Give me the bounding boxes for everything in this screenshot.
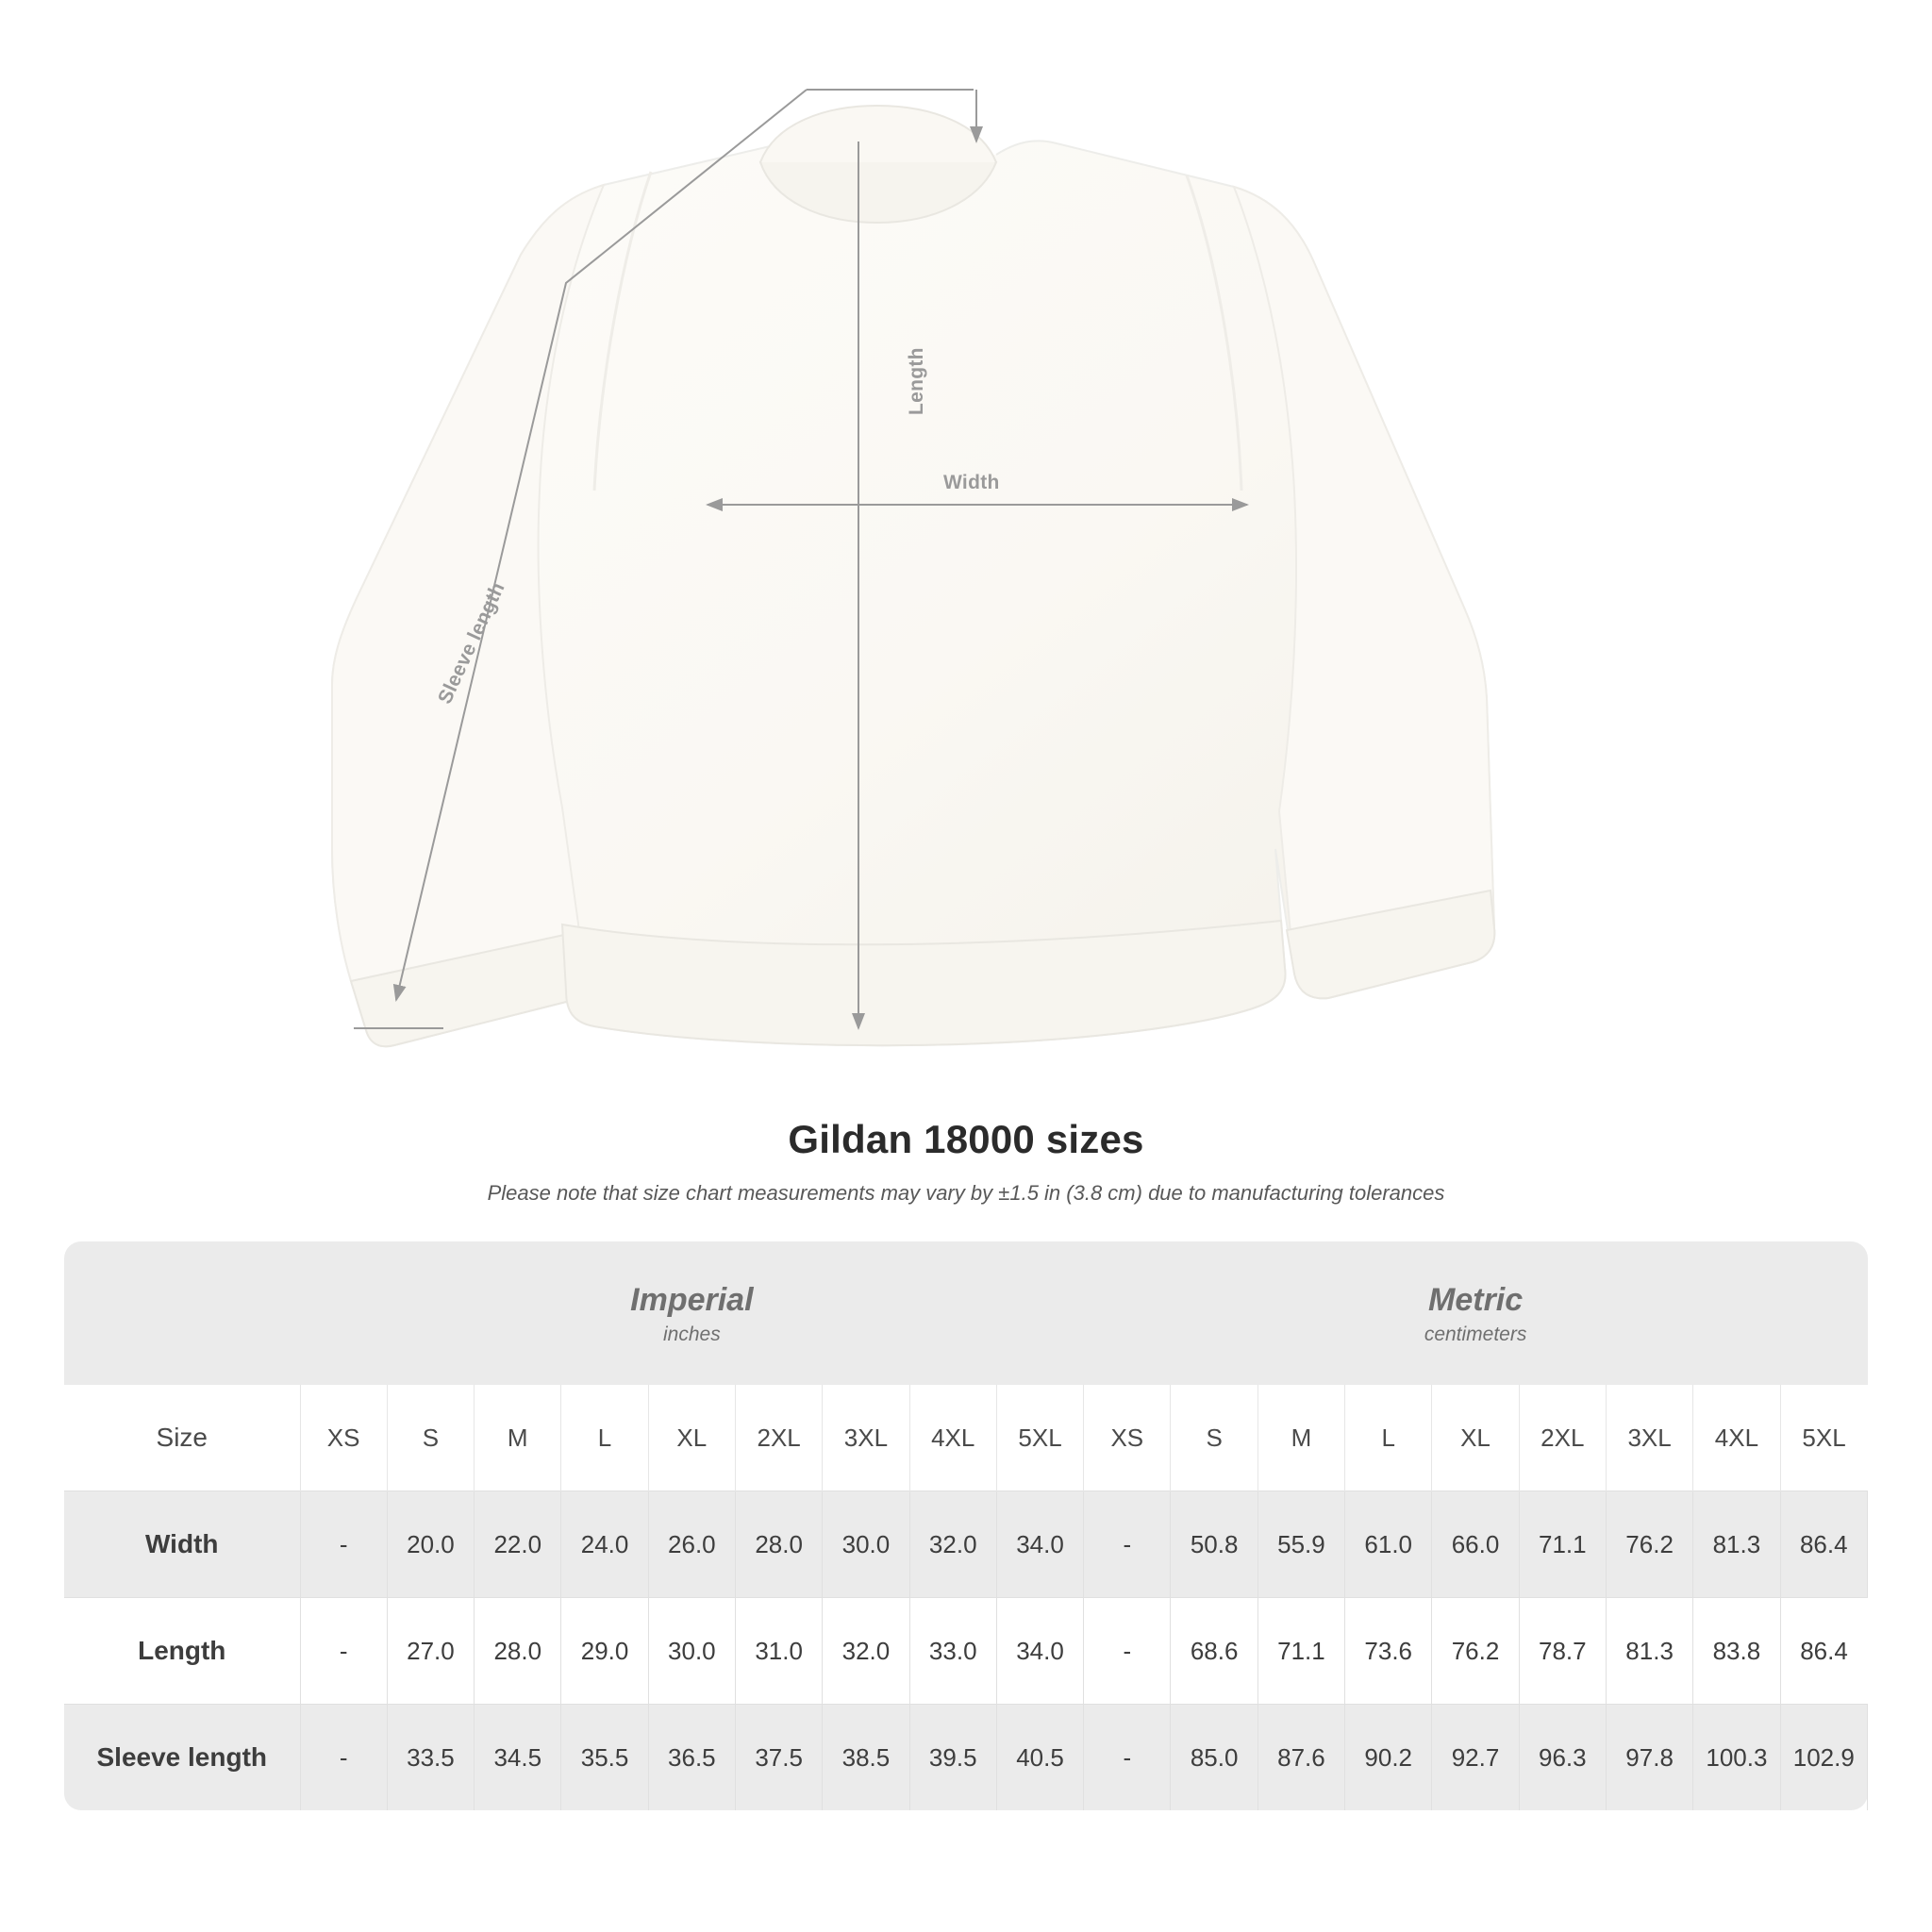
sleeve-length-label: Sleeve length [434, 578, 509, 708]
cell-sleeve-length-imperial-4xl: 39.5 [909, 1705, 996, 1811]
width-label: Width [943, 472, 1000, 493]
cell-width-metric-l: 61.0 [1345, 1491, 1432, 1598]
column-header-metric-2xl: 2XL [1519, 1385, 1606, 1491]
cell-width-metric-5xl: 86.4 [1780, 1491, 1867, 1598]
cell-sleeve-length-imperial-xs: - [300, 1705, 387, 1811]
column-header-imperial-2xl: 2XL [735, 1385, 822, 1491]
column-header-metric-xs: XS [1084, 1385, 1171, 1491]
unit-name: Metric [1428, 1281, 1524, 1318]
unit-subtitle: inches [662, 1324, 721, 1346]
row-header-width: Width [64, 1491, 300, 1598]
tolerance-note: Please note that size chart measurements may vary by ±1.5 in (3.8 cm) due to manufacturing tolerances [487, 1181, 1445, 1205]
cell-sleeve-length-imperial-3xl: 38.5 [823, 1705, 909, 1811]
column-header-imperial-xl: XL [648, 1385, 735, 1491]
table-row [64, 1598, 1868, 1705]
unit-header-corner [64, 1241, 300, 1385]
column-header-imperial-s: S [387, 1385, 474, 1491]
cell-width-metric-3xl: 76.2 [1606, 1491, 1692, 1598]
column-header-metric-s: S [1171, 1385, 1257, 1491]
cell-length-metric-s: 68.6 [1171, 1598, 1257, 1705]
cell-width-imperial-4xl: 32.0 [909, 1491, 996, 1598]
unit-header-imperial [300, 1241, 1084, 1385]
unit-header-metric [1084, 1241, 1868, 1385]
cell-length-imperial-m: 28.0 [475, 1598, 561, 1705]
column-header-size: Size [64, 1385, 300, 1491]
row-header-length: Length [64, 1598, 300, 1705]
column-header-imperial-l: L [561, 1385, 648, 1491]
cell-width-metric-m: 55.9 [1257, 1491, 1344, 1598]
cell-width-imperial-5xl: 34.0 [996, 1491, 1083, 1598]
column-header-metric-3xl: 3XL [1606, 1385, 1692, 1491]
sweatshirt-shape [332, 106, 1494, 1046]
cell-length-metric-4xl: 83.8 [1693, 1598, 1780, 1705]
size-chart-table [64, 1241, 1868, 1810]
cell-length-metric-3xl: 81.3 [1606, 1598, 1692, 1705]
cell-width-imperial-l: 24.0 [561, 1491, 648, 1598]
cell-sleeve-length-imperial-m: 34.5 [475, 1705, 561, 1811]
cell-length-metric-xl: 76.2 [1432, 1598, 1519, 1705]
cell-sleeve-length-metric-2xl: 96.3 [1519, 1705, 1606, 1811]
column-header-imperial-4xl: 4XL [909, 1385, 996, 1491]
table-row [64, 1491, 1868, 1598]
page-title: Gildan 18000 sizes [788, 1117, 1144, 1161]
cell-length-imperial-2xl: 31.0 [735, 1598, 822, 1705]
cell-sleeve-length-imperial-s: 33.5 [387, 1705, 474, 1811]
cell-width-imperial-xl: 26.0 [648, 1491, 735, 1598]
cell-length-metric-m: 71.1 [1257, 1598, 1344, 1705]
table-size-header-row [64, 1385, 1868, 1491]
cell-width-metric-4xl: 81.3 [1693, 1491, 1780, 1598]
table-unit-header-row [64, 1241, 1868, 1385]
unit-name: Imperial [630, 1281, 754, 1318]
cell-sleeve-length-metric-l: 90.2 [1345, 1705, 1432, 1811]
cell-length-metric-xs: - [1084, 1598, 1171, 1705]
cell-sleeve-length-metric-m: 87.6 [1257, 1705, 1344, 1811]
column-header-imperial-m: M [475, 1385, 561, 1491]
cell-length-imperial-5xl: 34.0 [996, 1598, 1083, 1705]
cell-length-metric-l: 73.6 [1345, 1598, 1432, 1705]
cell-width-imperial-3xl: 30.0 [823, 1491, 909, 1598]
column-header-metric-m: M [1257, 1385, 1344, 1491]
cell-length-imperial-4xl: 33.0 [909, 1598, 996, 1705]
cell-length-metric-2xl: 78.7 [1519, 1598, 1606, 1705]
row-header-sleeve-length: Sleeve length [64, 1705, 300, 1811]
cell-length-imperial-l: 29.0 [561, 1598, 648, 1705]
cell-sleeve-length-imperial-2xl: 37.5 [735, 1705, 822, 1811]
cell-length-imperial-xl: 30.0 [648, 1598, 735, 1705]
column-header-metric-l: L [1345, 1385, 1432, 1491]
column-header-metric-5xl: 5XL [1780, 1385, 1867, 1491]
cell-width-imperial-xs: - [300, 1491, 387, 1598]
size-chart-table-wrapper [64, 1241, 1868, 1810]
column-header-metric-4xl: 4XL [1693, 1385, 1780, 1491]
title-block [0, 1117, 1932, 1206]
cell-length-metric-5xl: 86.4 [1780, 1598, 1867, 1705]
cell-length-imperial-3xl: 32.0 [823, 1598, 909, 1705]
column-header-imperial-3xl: 3XL [823, 1385, 909, 1491]
cell-width-metric-2xl: 71.1 [1519, 1491, 1606, 1598]
cell-sleeve-length-metric-5xl: 102.9 [1780, 1705, 1867, 1811]
cell-sleeve-length-imperial-l: 35.5 [561, 1705, 648, 1811]
cell-sleeve-length-metric-4xl: 100.3 [1693, 1705, 1780, 1811]
cell-sleeve-length-metric-3xl: 97.8 [1606, 1705, 1692, 1811]
cell-width-metric-xs: - [1084, 1491, 1171, 1598]
cell-sleeve-length-metric-s: 85.0 [1171, 1705, 1257, 1811]
cell-length-imperial-xs: - [300, 1598, 387, 1705]
column-header-imperial-5xl: 5XL [996, 1385, 1083, 1491]
unit-subtitle: centimeters [1424, 1324, 1527, 1346]
cell-width-imperial-m: 22.0 [475, 1491, 561, 1598]
table-row [64, 1705, 1868, 1811]
cell-sleeve-length-metric-xl: 92.7 [1432, 1705, 1519, 1811]
cell-width-metric-s: 50.8 [1171, 1491, 1257, 1598]
cell-width-imperial-s: 20.0 [387, 1491, 474, 1598]
cell-width-imperial-2xl: 28.0 [735, 1491, 822, 1598]
cell-sleeve-length-imperial-5xl: 40.5 [996, 1705, 1083, 1811]
column-header-imperial-xs: XS [300, 1385, 387, 1491]
cell-width-metric-xl: 66.0 [1432, 1491, 1519, 1598]
cell-sleeve-length-imperial-xl: 36.5 [648, 1705, 735, 1811]
length-label: Length [906, 347, 927, 415]
cell-length-imperial-s: 27.0 [387, 1598, 474, 1705]
column-header-metric-xl: XL [1432, 1385, 1519, 1491]
cell-sleeve-length-metric-xs: - [1084, 1705, 1171, 1811]
